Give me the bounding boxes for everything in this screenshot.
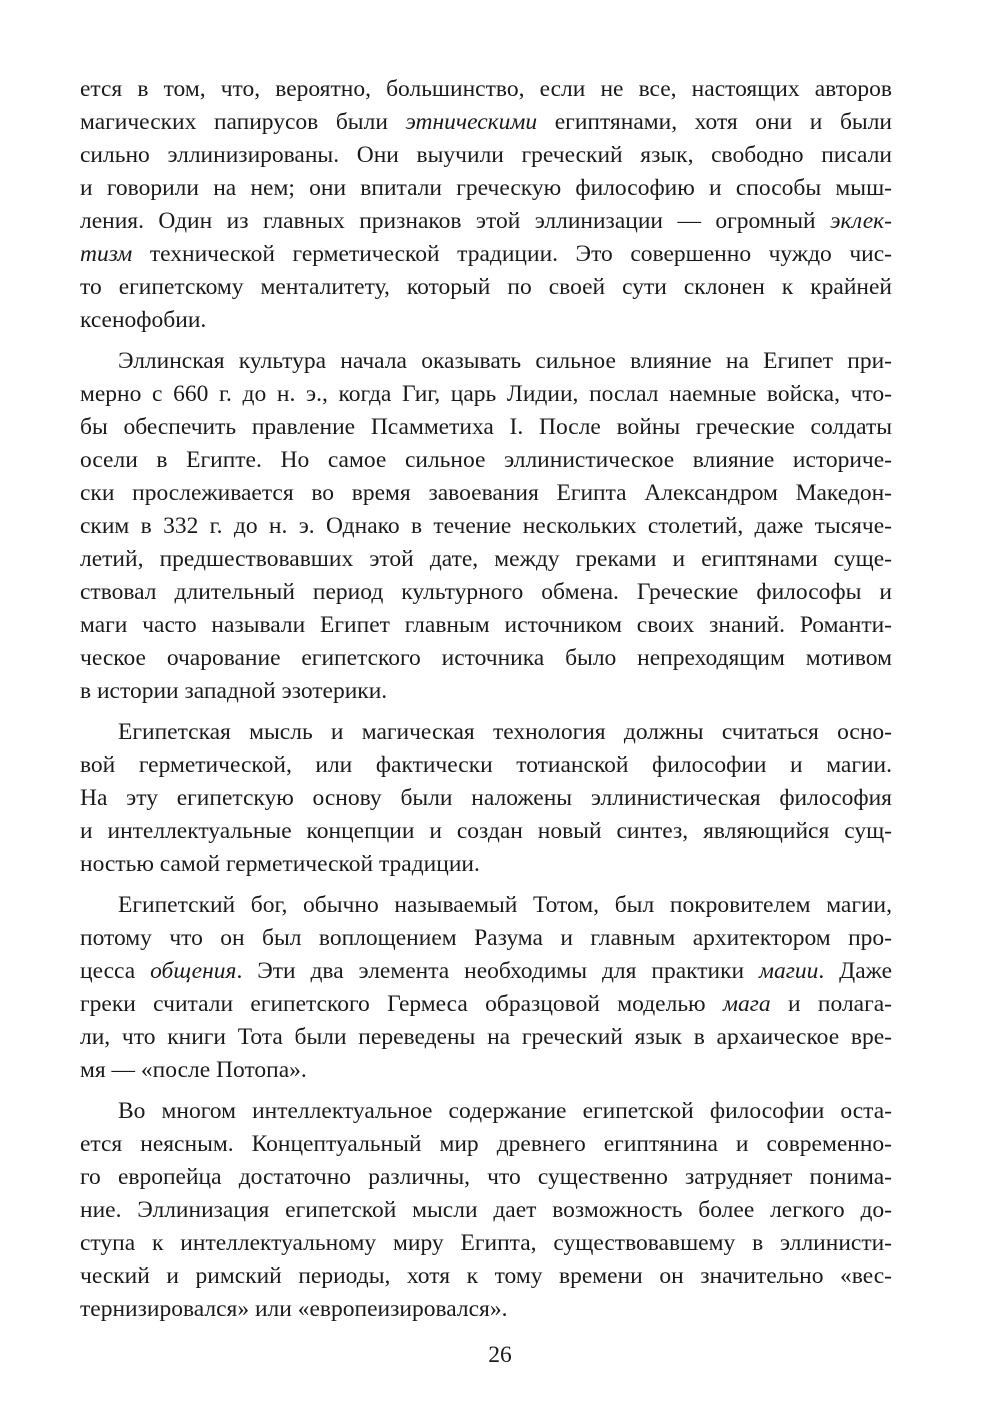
paragraph [80, 889, 892, 1087]
text-segment: Египетский бог, обычно называемый Тотом, был покровителем магии, [118, 892, 892, 918]
text-segment: сильно эллинизированы. Они выучили греческий язык, свободно писали [80, 142, 892, 168]
text-segment: ческий и римский периоды, хотя к тому времени он значительно «вес- [80, 1263, 892, 1289]
text-line [80, 345, 892, 378]
text-line [80, 172, 892, 205]
text-line [80, 1054, 892, 1087]
text-line [80, 444, 892, 477]
text-segment: го европейца достаточно различны, что существенно затрудняет понима- [80, 1164, 892, 1190]
italic-text: общения [150, 958, 237, 984]
text-segment: летий, предшествовавших этой дате, между греками и египтянами суще- [80, 546, 892, 572]
text-segment: ления. Один из главных признаков этой эллинизации — огромный [80, 208, 831, 234]
paragraph-gap [80, 881, 892, 889]
text-line [80, 576, 892, 609]
text-segment: ксенофобии. [80, 307, 207, 333]
text-line [80, 922, 892, 955]
text-segment: ским в 332 г. до н. э. Однако в течение нескольких столетий, даже тысяче- [80, 513, 892, 539]
text-segment: и говорили на нем; они впитали греческую философию и способы мыш- [80, 175, 892, 201]
text-line [80, 411, 892, 444]
text-segment: мя — «после Потопа». [80, 1057, 307, 1083]
text-line [80, 955, 892, 988]
text-segment: ческое очарование египетского источника было непреходящим мотивом [80, 645, 892, 671]
text-line [80, 675, 892, 708]
text-segment: Египетская мысль и магическая технология должны считаться осно- [118, 719, 892, 745]
text-segment: то египетскому менталитету, который по своей сути склонен к крайней [80, 274, 892, 300]
text-line [80, 139, 892, 172]
paragraph [80, 1095, 892, 1326]
text-line [80, 815, 892, 848]
text-segment: бы обеспечить правление Псамметиха I. После войны греческие солдаты [80, 414, 892, 440]
text-segment: ностью самой герметической традиции. [80, 851, 480, 877]
italic-text: этническими [405, 109, 538, 135]
text-segment: ется неясным. Концептуальный мир древнего египтянина и современно- [80, 1131, 892, 1157]
text-line [80, 848, 892, 881]
paragraph [80, 73, 892, 337]
text-segment: цесса [80, 958, 151, 984]
text-segment: маги часто называли Египет главным источником своих знаний. Романти- [80, 612, 892, 638]
text-segment: потому что он был воплощением Разума и главным архитектором про- [80, 925, 892, 951]
text-segment: греки считали египетского Гермеса образцовой моделью [80, 991, 723, 1017]
text-line [80, 642, 892, 675]
text-line [80, 609, 892, 642]
text-segment: технической герметической традиции. Это совершенно чуждо чис- [132, 241, 892, 267]
text-segment: ние. Эллинизация египетской мысли дает возможность более легкого до- [80, 1197, 892, 1223]
text-line [80, 1293, 892, 1326]
paragraph-gap [80, 337, 892, 345]
text-line [80, 1227, 892, 1260]
text-segment: Во многом интеллектуальное содержание египетской философии оста- [118, 1098, 892, 1124]
text-line [80, 1128, 892, 1161]
paragraph [80, 716, 892, 881]
text-segment: и полага- [770, 991, 892, 1017]
text-line [80, 1021, 892, 1054]
text-segment: магических папирусов были [80, 109, 406, 135]
text-line [80, 716, 892, 749]
text-line [80, 205, 892, 238]
italic-text: эклек- [830, 208, 892, 234]
text-segment: ски прослеживается во время завоевания Египта Александром Македон- [80, 480, 892, 506]
text-line [80, 988, 892, 1021]
text-segment: в истории западной эзотерики. [80, 678, 388, 704]
text-line [80, 73, 892, 106]
italic-text: магии [758, 958, 819, 984]
text-segment: египтянами, хотя они и были [537, 109, 892, 135]
text-line [80, 543, 892, 576]
text-line [80, 1095, 892, 1128]
text-segment: На эту египетскую основу были наложены эллинистическая философия [80, 785, 892, 811]
text-segment: осели в Египте. Но самое сильное эллинистическое влияние историче- [80, 447, 892, 473]
text-segment: и интеллектуальные концепции и создан новый синтез, являющийся сущ- [80, 818, 892, 844]
text-segment: ется в том, что, вероятно, большинство, если не все, настоящих авторов [80, 76, 892, 102]
text-segment: мерно с 660 г. до н. э., когда Гиг, царь Лидии, послал наемные войска, что- [80, 381, 892, 407]
text-line [80, 782, 892, 815]
text-segment: . Даже [818, 958, 892, 984]
text-segment: ступа к интеллектуальному миру Египта, существовавшему в эллинисти- [80, 1230, 892, 1256]
text-line [80, 477, 892, 510]
text-line [80, 238, 892, 271]
text-segment: ли, что книги Тота были переведены на греческий язык в архаическое вре- [80, 1024, 892, 1050]
text-segment: ствовал длительный период культурного обмена. Греческие философы и [80, 579, 892, 605]
text-segment: вой герметической, или фактически тотианской философии и магии. [80, 752, 892, 778]
paragraph-gap [80, 708, 892, 716]
paragraph [80, 345, 892, 708]
text-line [80, 749, 892, 782]
page-number: 26 [488, 1342, 512, 1368]
text-line [80, 889, 892, 922]
text-line [80, 106, 892, 139]
paragraph-gap [80, 1087, 892, 1095]
text-segment: . Эти два элемента необходимы для практики [236, 958, 759, 984]
text-line [80, 1260, 892, 1293]
text-line [80, 1161, 892, 1194]
text-line [80, 510, 892, 543]
text-segment: Эллинская культура начала оказывать сильное влияние на Египет при- [118, 348, 892, 374]
text-line [80, 1194, 892, 1227]
italic-text: тизм [80, 241, 133, 267]
text-line [80, 271, 892, 304]
text-line [80, 378, 892, 411]
text-line [80, 304, 892, 337]
body-text [80, 73, 892, 1326]
italic-text: мага [722, 991, 771, 1017]
text-segment: тернизировался» или «европеизировался». [80, 1296, 508, 1322]
